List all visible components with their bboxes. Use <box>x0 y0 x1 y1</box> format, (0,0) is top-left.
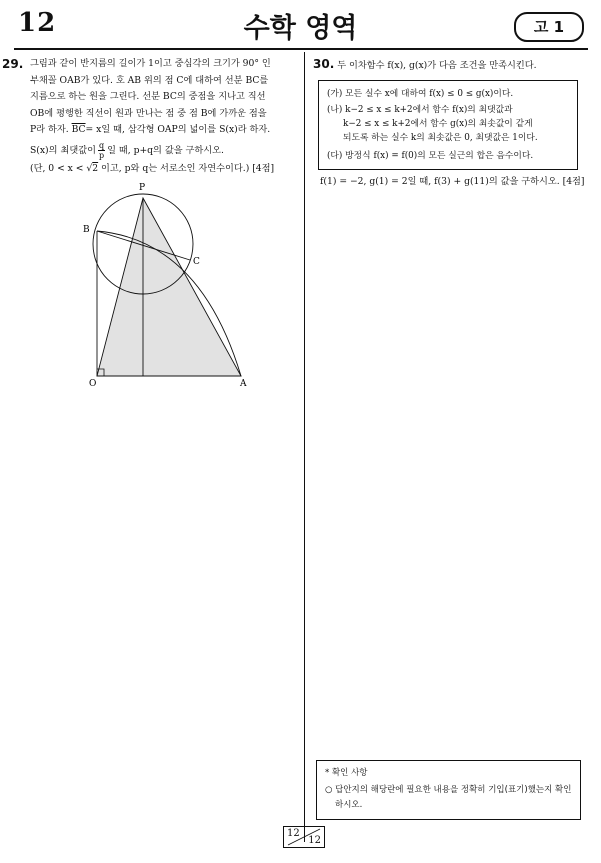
question-30 <box>313 56 593 75</box>
fraction-q-over-p: $\frac{q}{p}$ <box>98 140 105 160</box>
label-a: A <box>240 379 247 389</box>
label-b: B <box>83 225 90 235</box>
confirm-line-1: ○ 답안지의 해당란에 필요한 내용을 정확히 기입(표기)했는지 확인 <box>325 785 572 795</box>
page-number: 12 <box>18 8 57 38</box>
grade-badge: 고 1 <box>514 12 584 42</box>
subject-title: 수학 영역 <box>243 13 358 44</box>
conditions-box <box>318 80 578 170</box>
footer-total-pages: 12 <box>308 835 321 846</box>
label-c: C <box>193 257 200 267</box>
segment-bc: $\overline{BC}$ <box>71 124 86 136</box>
q29-line-3: 지름으로 하는 원을 그린다. 선분 BC의 중점을 지나고 직선 <box>30 91 266 103</box>
condition-b-line3: 되도록 하는 실수 k의 최솟값은 0, 최댓값은 1이다. <box>343 133 538 143</box>
column-divider <box>304 52 305 842</box>
confirm-line-2: 하시오. <box>335 800 363 810</box>
condition-b-line2: k−2 ≤ x ≤ k+2에서 함수 g(x)의 최솟값이 같게 <box>343 119 533 129</box>
q30-intro: 두 이차함수 f(x), g(x)가 다음 조건을 만족시킨다. <box>337 60 537 71</box>
question-30-number: 30. <box>313 57 335 71</box>
q29-line-4: OB에 평행한 직선이 원과 만나는 점 중 점 B에 가까운 점을 <box>30 107 267 119</box>
confirm-notes-box <box>316 760 581 820</box>
question-29-number: 29. <box>2 57 24 71</box>
label-p: P <box>139 183 146 193</box>
q29-line-1: 그림과 같이 반지름의 길이가 1이고 중심각의 크기가 90° 인 <box>30 58 271 69</box>
q29-line-7: (단, 0 < x < √2 이고, p와 q는 서로소인 자연수이다.) [4점] <box>30 162 275 174</box>
footer-page-box <box>283 826 325 848</box>
footer-current-page: 12 <box>287 828 300 839</box>
question-29 <box>2 56 298 178</box>
q29-line-6: S(x)의 최댓값이 $\frac{q}{p}$ 일 때, p+q의 값을 구하시오. <box>30 140 224 160</box>
condition-a: (가) 모든 실수 x에 대하여 f(x) ≤ 0 ≤ g(x)이다. <box>327 89 514 99</box>
confirm-title: * 확인 사항 <box>325 768 368 778</box>
label-o: O <box>89 379 97 389</box>
sector-figure <box>80 178 260 390</box>
header-rule <box>14 48 588 50</box>
q30-question: f(1) = −2, g(1) = 2일 때, f(3) + g(11)의 값을 구하시오. [4점] <box>320 176 585 187</box>
q29-line-5: P라 하자. $\overline{BC}= x$일 때, 삼각형 OAP의 넓이를 S(x)라 하자. <box>30 124 271 136</box>
q29-line-2: 부채꼴 OAB가 있다. 호 AB 위의 점 C에 대하여 선분 BC를 <box>30 74 269 86</box>
condition-b-line1: (나) k−2 ≤ x ≤ k+2에서 함수 f(x)의 최댓값과 <box>327 105 513 115</box>
condition-c: (다) 방정식 f(x) = f(0)의 모든 실근의 합은 음수이다. <box>327 151 534 161</box>
